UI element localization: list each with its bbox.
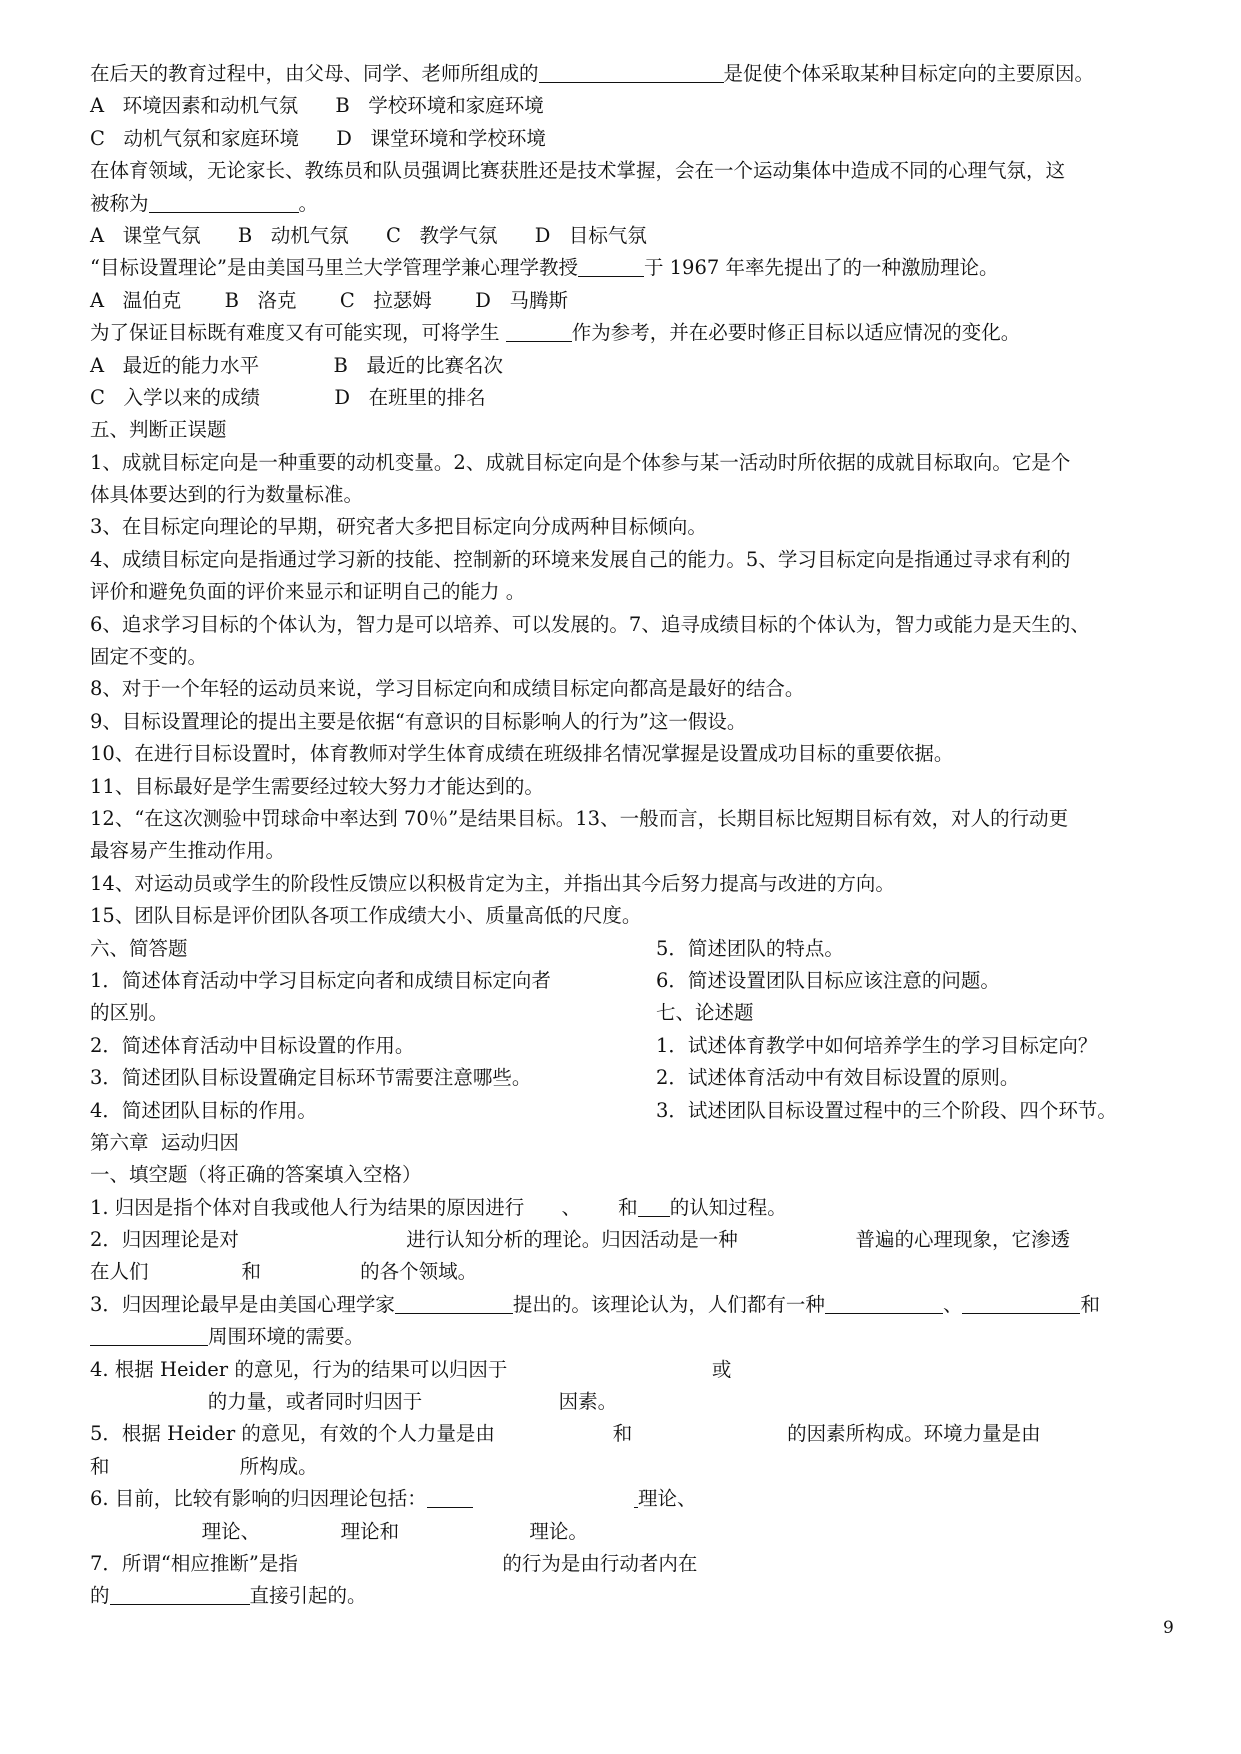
text-run: C 入学以来的成绩 D 在班里的排名 (90, 385, 486, 409)
text-run: 最容易产生推动作用。 (90, 839, 286, 863)
text-line (90, 1159, 1170, 1191)
text-run: 1、成就目标定向是一种重要的动机变量。2、成就目标定向是个体参与某一活动时所依据的成就目标取向。它是个 (90, 450, 1071, 474)
text-run: 理论、 (637, 1487, 697, 1511)
text-run: C 动机气氛和家庭环境 D 课堂环境和学校环境 (90, 126, 546, 150)
short-answer-line: 的区别。 (90, 1001, 169, 1025)
text-line (90, 350, 1170, 382)
essay-line: 七、论述题 (656, 1001, 754, 1025)
text-line (90, 1483, 1170, 1515)
essay-line: 3．试述团队目标设置过程中的三个阶段、四个环节。 (656, 1098, 1117, 1122)
answer-blank (110, 1584, 250, 1605)
text-line (90, 511, 1170, 543)
text-line (90, 1321, 1170, 1353)
text-line (90, 1580, 1170, 1612)
text-run: 、 (942, 1292, 963, 1316)
text-line (90, 447, 1170, 479)
text-run: 的认知过程。 (669, 1195, 787, 1219)
text-run: A 最近的能力水平 B 最近的比赛名次 (90, 353, 503, 377)
text-run: A 环境因素和动机气氛 B 学校环境和家庭环境 (90, 94, 544, 118)
text-line (90, 900, 1170, 932)
text-run: 一、填空题（将正确的答案填入空格） (90, 1163, 422, 1187)
answer-blank (395, 1293, 513, 1314)
answer-blank (506, 321, 572, 342)
text-line (90, 155, 1170, 187)
text-line (90, 1418, 1170, 1450)
text-run: “目标设置理论”是由美国马里兰大学管理学兼心理学教授 (90, 256, 578, 280)
text-line (90, 1516, 1170, 1548)
text-run: 第六章 运动归因 (90, 1130, 239, 1154)
text-run: 10、在进行目标设置时，体育教师对学生体育成绩在班级排名情况掌握是设置成功目标的重要依据。 (90, 742, 954, 766)
text-run: 评价和避免负面的评价来显示和证明自己的能力 。 (90, 580, 526, 604)
text-run: 理论、 理论和 理论。 (90, 1519, 588, 1543)
text-run: 直接引起的。 (249, 1584, 367, 1608)
text-run: 12、“在这次测验中罚球命中率达到 70％”是结果目标。13、一般而言，长期目标比短期目标有效，对人的行动更 (90, 806, 1069, 830)
text-run: 。 (298, 191, 319, 215)
text-line (90, 803, 1170, 835)
text-line (90, 1256, 1170, 1288)
text-run (473, 1487, 634, 1510)
answer-blank (638, 1196, 670, 1217)
answer-blank (539, 62, 724, 83)
text-line (90, 576, 1170, 608)
text-run: 15、团队目标是评价团队各项工作成绩大小、质量高低的尺度。 (90, 904, 642, 928)
short-answer-column (90, 933, 656, 1127)
text-line (90, 1354, 1170, 1386)
text-line (90, 1192, 1170, 1224)
page-number: 9 (1163, 1618, 1174, 1638)
text-run: 五、判断正误题 (90, 418, 227, 442)
text-line (90, 123, 1170, 155)
short-answer-line: 1．简述体育活动中学习目标定向者和成绩目标定向者 (90, 968, 551, 992)
text-run: 周围环境的需要。 (208, 1325, 365, 1349)
text-run: 14、对运动员或学生的阶段性反馈应以积极肯定为主，并指出其今后努力提高与改进的方向。 (90, 871, 895, 895)
text-line (90, 188, 1170, 220)
text-line (90, 835, 1170, 867)
text-run: 和 (1080, 1292, 1100, 1316)
text-line (90, 868, 1170, 900)
short-answer-line: 六、简答题 (90, 936, 188, 960)
short-answer-line: 4．简述团队目标的作用。 (90, 1098, 317, 1122)
text-line (90, 1548, 1170, 1580)
essay-column (656, 933, 1170, 1127)
text-run: 和 所构成。 (90, 1454, 318, 1478)
text-run: 1. 归因是指个体对自我或他人行为结果的原因进行 、 和 (90, 1195, 638, 1219)
text-line (90, 738, 1170, 770)
text-line (90, 1386, 1170, 1418)
answer-blank (578, 256, 644, 277)
text-run: 11、目标最好是学生需要经过较大努力才能达到的。 (90, 774, 544, 798)
text-line (90, 609, 1170, 641)
text-run: A 温伯克 B 洛克 C 拉瑟姆 D 马腾斯 (90, 288, 569, 312)
text-run: 3、在目标定向理论的早期，研究者大多把目标定向分成两种目标倾向。 (90, 515, 707, 539)
text-line (90, 220, 1170, 252)
text-run: 被称为 (90, 191, 149, 215)
text-run: 在人们 和 的各个领域。 (90, 1260, 478, 1284)
short-answer-line: 2．简述体育活动中目标设置的作用。 (90, 1033, 415, 1057)
text-run: 9、目标设置理论的提出主要是依据“有意识的目标影响人的行为”这一假设。 (90, 709, 747, 733)
text-line (90, 641, 1170, 673)
text-line (90, 382, 1170, 414)
text-line (90, 673, 1170, 705)
section-top (90, 58, 1170, 933)
answer-blank (427, 1487, 473, 1508)
text-line (90, 58, 1170, 90)
text-run: 固定不变的。 (90, 645, 208, 669)
text-run: 7．所谓“相应推断”是指 的行为是由行动者内在 (90, 1551, 698, 1575)
text-line (90, 544, 1170, 576)
text-line (90, 252, 1170, 284)
text-run: 为了保证目标既有难度又有可能实现，可将学生 (90, 321, 506, 345)
section-bottom (90, 1127, 1170, 1613)
text-run: 的 (90, 1584, 110, 1608)
text-run: 的力量，或者同时归因于 因素。 (90, 1390, 618, 1414)
text-run: 提出的。该理论认为，人们都有一种 (512, 1292, 825, 1316)
answer-blank (962, 1293, 1080, 1314)
text-run: 在体育领域，无论家长、教练员和队员强调比赛获胜还是技术掌握，会在一个运动集体中造成不同的心理气氛，这 (90, 159, 1066, 183)
text-line (90, 317, 1170, 349)
text-line (90, 90, 1170, 122)
text-line (90, 479, 1170, 511)
text-line (90, 1127, 1170, 1159)
text-run: 作为参考，并在必要时修正目标以适应情况的变化。 (571, 321, 1021, 345)
text-line (90, 706, 1170, 738)
text-run: 3．归因理论最早是由美国心理学家 (90, 1292, 395, 1316)
essay-line: 5．简述团队的特点。 (656, 936, 844, 960)
text-line (90, 1451, 1170, 1483)
text-run: 4、成绩目标定向是指通过学习新的技能、控制新的环境来发展自己的能力。5、学习目标定向是指通过寻求有利的 (90, 547, 1071, 571)
text-line (90, 771, 1170, 803)
text-run: 6、追求学习目标的个体认为，智力是可以培养、可以发展的。7、追寻成绩目标的个体认为，智力或能力是天生的、 (90, 612, 1090, 636)
text-line (90, 1224, 1170, 1256)
answer-blank (825, 1293, 943, 1314)
text-run: 6. 目前，比较有影响的归因理论包括： (90, 1487, 427, 1511)
two-column-section (90, 933, 1170, 1127)
text-run: 于 1967 年率先提出了的一种激励理论。 (643, 256, 999, 280)
text-line (90, 285, 1170, 317)
text-run: 是促使个体采取某种目标定向的主要原因。 (723, 62, 1095, 85)
answer-blank (149, 192, 299, 213)
document-page (90, 58, 1170, 1613)
text-run: 2．归因理论是对 进行认知分析的理论。归因活动是一种 普遍的心理现象，它渗透 (90, 1228, 1071, 1252)
text-run: 4. 根据 Heider 的意见，行为的结果可以归因于 或 (90, 1357, 732, 1381)
text-run: 体具体要达到的行为数量标准。 (90, 483, 364, 507)
text-line (90, 1289, 1170, 1321)
text-run: 8、对于一个年轻的运动员来说，学习目标定向和成绩目标定向都高是最好的结合。 (90, 677, 805, 701)
text-run: 在后天的教育过程中，由父母、同学、老师所组成的 (90, 62, 539, 85)
essay-line: 6．简述设置团队目标应该注意的问题。 (656, 968, 1000, 992)
short-answer-line: 3．简述团队目标设置确定目标环节需要注意哪些。 (90, 1066, 532, 1090)
answer-blank (90, 1325, 208, 1346)
text-line (90, 414, 1170, 446)
essay-line: 2．试述体育活动中有效目标设置的原则。 (656, 1066, 1020, 1090)
essay-line: 1．试述体育教学中如何培养学生的学习目标定向？ (656, 1033, 1098, 1057)
text-run: 5．根据 Heider 的意见，有效的个人力量是由 和 的因素所构成。环境力量是由 (90, 1422, 1041, 1446)
text-run: A 课堂气氛 B 动机气氛 C 教学气氛 D 目标气氛 (90, 223, 647, 247)
